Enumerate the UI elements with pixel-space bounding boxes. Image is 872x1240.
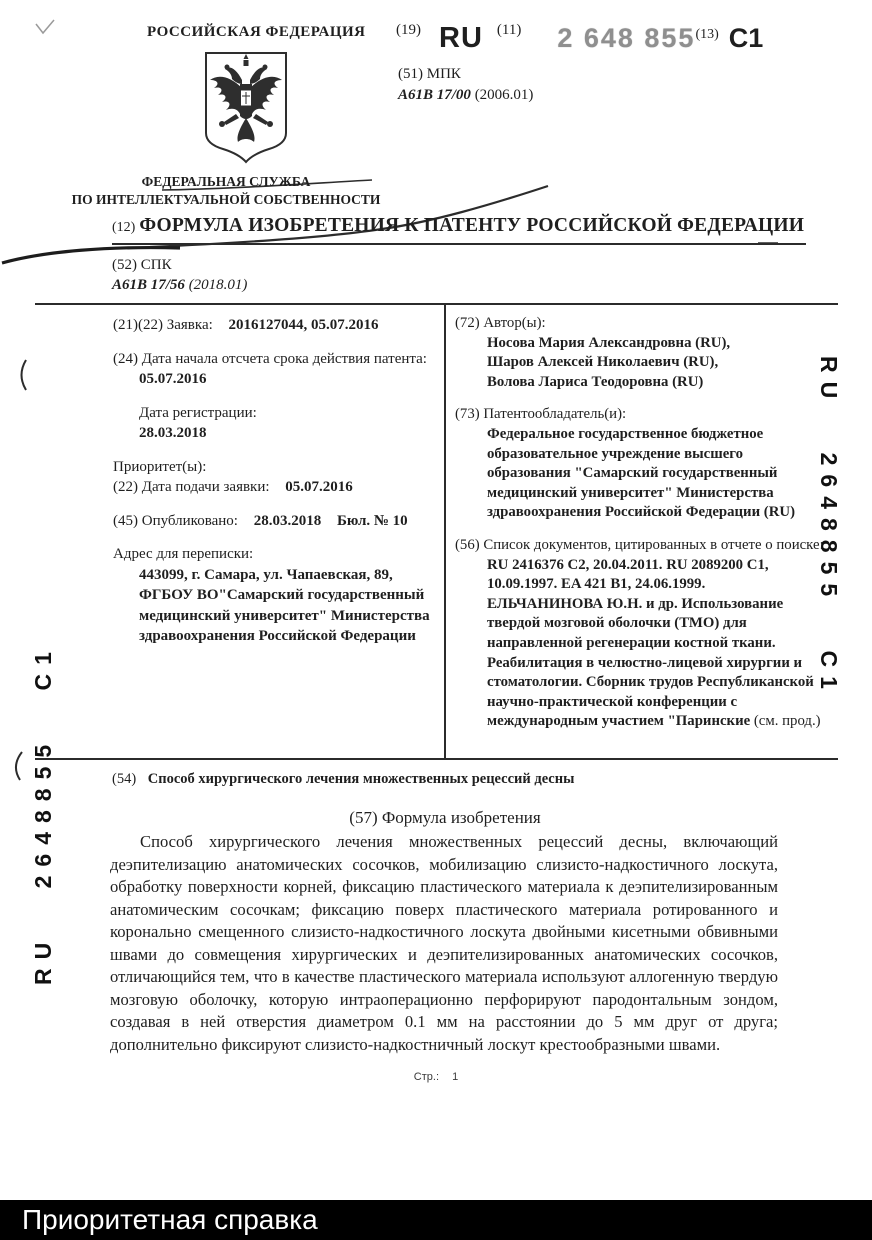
filing-date-field [113, 477, 430, 498]
term-start-field [113, 349, 430, 390]
filing-date-value: 05.07.2016 [285, 479, 353, 495]
published-bulletin: Бюл. № 10 [336, 512, 408, 529]
inid-19: (19) [396, 22, 421, 38]
citations-continued: (см. прод.) [753, 713, 821, 730]
citations-field [455, 536, 824, 732]
holder-value: Федеральное государственное бюджетное образовательное учреждение высшего образования "Самарский государственный медицинский университет" Министерства здравоохранения Российской Федерации (RU) [487, 425, 796, 521]
bottom-caption-bar [0, 1200, 872, 1240]
left-vertical-doc-id: RU 2648855 C1 [30, 643, 56, 985]
country-name: РОССИЙСКАЯ ФЕДЕРАЦИЯ [147, 24, 366, 40]
filing-date-label: (22) Дата подачи заявки: [113, 479, 270, 495]
page-number: 1 [452, 1071, 459, 1083]
author-item: Носова Мария Александровна (RU), [487, 334, 731, 351]
inid-54: (54) [112, 771, 137, 787]
invention-title: Способ хирургического лечения множественных рецессий десны [147, 771, 575, 787]
correspondence-address-field [113, 544, 430, 647]
inid-12: (12) [112, 220, 136, 235]
document-title-text: ФОРМУЛА ИЗОБРЕТЕНИЯ К ПАТЕНТУ РОССИЙСКОЙ ФЕДЕРАЦИИ [139, 215, 805, 236]
citations-label: (56) Список документов, цитированных в отчете о поиске: [455, 536, 824, 553]
publication-number-line [396, 22, 836, 55]
page-label: Стр.: [413, 1071, 440, 1083]
published-field [113, 511, 430, 532]
bottom-caption-label: Приоритетная справка [22, 1204, 318, 1235]
address-value: 443099, г. Самара, ул. Чапаевская, 89, ФГБОУ ВО"Самарский государственный медицинский университет" Министерства здравоохранения Российской Федерации [139, 566, 430, 644]
author-item: Волова Лариса Теодоровна (RU) [487, 373, 704, 390]
ipc-class: A61B 17/00 [398, 87, 471, 103]
invention-title-line [112, 771, 812, 788]
document-type-title [112, 215, 806, 245]
holder-label: (73) Патентообладатель(и): [455, 406, 627, 423]
claims-text: Способ хирургического лечения множественных рецессий десны, включающий деэпителизацию анатомических сосочков, мобилизацию слизисто-надкостичного лоскута, обработку поверхности корней, фиксацию пластического материала к деэпителизированным анатомическим сосочкам; фиксацию поверх пластического материала ротированного и коронально смещенного слизисто-надкостичного лоскута двойными кисетными обвивными швами до совмещения хирургических и деэпителизированных анатомических сосочков, отличающийся тем, что в качестве пластического материала используют аллогенную твердую мозговую оболочку, которую интраоперационно перфорируют пародонтальным зондом, создавая в ней отверстия диаметром 0.1 мм на расстоянии до 5 мм друг от друга; дополнительно фиксируют слизисто-надкостничный лоскут крестообразными швами. [110, 832, 778, 1054]
spc-version: (2018.01) [188, 277, 248, 293]
address-label: Адрес для переписки: [113, 546, 254, 562]
citations-value: RU 2416376 C2, 20.04.2011. RU 2089200 C1, 10.09.1997. EA 421 B1, 24.06.1999. ЕЛЬЧАНИНОВА Ю.Н. и др. Использование твердой мозговой оболочки (ТМО) для направленной регенерации костной ткани. Реабилитация в челюстно-лицевой хирургии и стоматологии. Сборник трудов Республиканской научно-практической конференции с международным участием "Паринские [487, 556, 814, 730]
authors-label: (72) Автор(ы): [455, 315, 546, 331]
inid-51: (51) [398, 66, 423, 82]
publication-number: 2 648 855 [557, 23, 696, 53]
inid-13: (13) [695, 27, 719, 42]
inid-11: (11) [496, 22, 522, 38]
agency-line-2: ПО ИНТЕЛЛЕКТУАЛЬНОЙ СОБСТВЕННОСТИ [71, 192, 381, 207]
page-number-line [0, 1071, 872, 1083]
registration-field [113, 403, 430, 444]
inid-52: (52) [112, 257, 137, 273]
application-label: (21)(22) Заявка: [113, 317, 213, 333]
application-field [113, 315, 430, 336]
double-headed-eagle-icon [196, 48, 296, 168]
right-vertical-doc-id: RU 2648855 C1 [816, 356, 842, 698]
coat-of-arms [196, 48, 296, 168]
claims-heading: (57) Формула изобретения [349, 808, 541, 827]
kind-code: C1 [728, 23, 764, 53]
term-start-value: 05.07.2016 [139, 371, 207, 387]
ipc-label: МПК [426, 66, 461, 82]
agency-line-1: ФЕДЕРАЛЬНАЯ СЛУЖБА [141, 174, 311, 189]
registration-value: 28.03.2018 [139, 425, 207, 441]
agency-name [30, 173, 422, 209]
spc-class: A61B 17/56 [112, 277, 185, 293]
bibliographic-table [35, 303, 838, 760]
ipc-version: (2006.01) [474, 87, 534, 103]
published-date: 28.03.2018 [253, 512, 322, 529]
country-code: RU [439, 22, 483, 54]
biblio-left-column [35, 305, 446, 758]
biblio-right-column [446, 305, 838, 758]
term-start-label: (24) Дата начала отсчета срока действия патента: [113, 350, 427, 367]
author-item: Шаров Алексей Николаевич (RU), [487, 354, 719, 371]
spc-label: СПК [140, 257, 172, 273]
published-label: (45) Опубликовано: [113, 512, 238, 529]
application-value: 2016127044, 05.07.2016 [228, 317, 379, 333]
registration-label: Дата регистрации: [139, 404, 257, 421]
priority-label: Приоритет(ы): [113, 458, 207, 475]
patent-holder-field [455, 405, 824, 523]
ipc-classification [398, 64, 533, 106]
spc-classification [112, 255, 247, 295]
authors-field [455, 314, 824, 392]
